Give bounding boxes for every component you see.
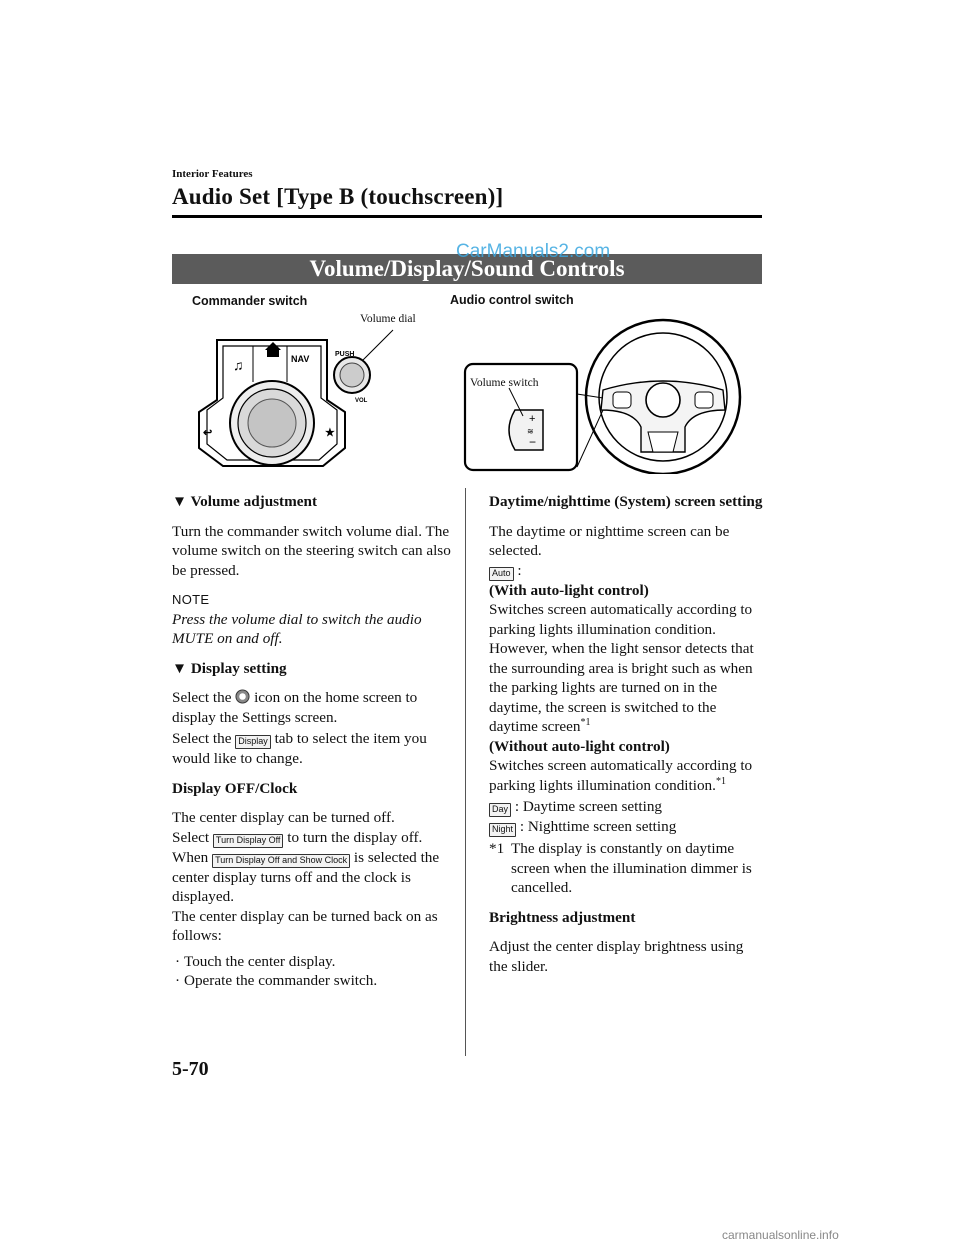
- note-text: Press the volume dial to switch the audio MUTE on and off.: [172, 610, 422, 647]
- with-auto-light-text: Switches screen automatically according to parking lights illumination condition. However, when the light sensor detects that the surrounding area is bright such as when the parking lights are turned on in the daytime, the screen is switched to the daytime screen$^{*1}$: [489, 601, 754, 735]
- screen-setting-text: The daytime or nighttime screen can be selected.: [489, 522, 730, 559]
- settings-instruction: Select the icon on the home screen to display the Settings screen.: [172, 689, 418, 726]
- day-option: Day : Daytime screen setting: [489, 797, 765, 817]
- volume-switch-callout: Volume switch: [470, 377, 539, 389]
- section-label: Interior Features: [172, 168, 253, 180]
- with-auto-light-heading: (With auto-light control): [489, 581, 649, 599]
- night-option: Night : Nighttime screen setting: [489, 817, 765, 837]
- svg-text:★: ★: [325, 427, 335, 439]
- footnote: *1 The display is constantly on daytime screen when the illumination dimmer is cancelled.: [489, 840, 752, 896]
- watermark: CarManuals2.com: [456, 241, 611, 262]
- page-number: 5-70: [172, 1058, 209, 1080]
- night-button: Night: [489, 823, 516, 837]
- volume-adjustment-text: Turn the commander switch volume dial. The volume switch on the steering switch can also be pressed.: [172, 522, 451, 579]
- settings-gear-icon: [235, 689, 250, 704]
- bullet-item: · Operate the commander switch.: [175, 972, 378, 989]
- turn-off-show-clock-button: Turn Display Off and Show Clock: [212, 854, 350, 868]
- svg-text:≋: ≋: [527, 427, 534, 436]
- auto-button: Auto: [489, 567, 514, 581]
- without-auto-light-heading: (Without auto-light control): [489, 737, 670, 755]
- turn-off-instruction: Select Turn Display Off to turn the display off.: [172, 828, 423, 846]
- back-on-text: The center display can be turned back on as follows:: [172, 907, 438, 944]
- push-label: PUSH: [335, 351, 355, 358]
- display-setting-heading: ▼ Display setting: [172, 659, 287, 677]
- display-off-text: The center display can be turned off.: [172, 809, 395, 826]
- steering-wheel-illustration: [463, 312, 743, 474]
- volume-adjustment-heading: ▼ Volume adjustment: [172, 493, 318, 510]
- auto-option: Auto :: [489, 561, 765, 581]
- footer-watermark: carmanualsonline.info: [722, 1228, 839, 1242]
- svg-text:↩: ↩: [203, 427, 213, 439]
- display-off-heading: Display OFF/Clock: [172, 779, 298, 797]
- svg-text:−: −: [529, 435, 537, 449]
- column-divider: [465, 488, 466, 1056]
- page-title: Audio Set [Type B (touchscreen)]: [172, 184, 504, 209]
- brightness-text: Adjust the center display brightness using the slider.: [489, 938, 744, 975]
- brightness-heading: Brightness adjustment: [489, 908, 636, 926]
- display-tab-button: Display: [235, 735, 271, 749]
- vol-label: VOL: [355, 398, 368, 404]
- commander-switch-caption: Commander switch: [192, 294, 308, 308]
- svg-text:+: +: [529, 413, 536, 425]
- turn-display-off-button: Turn Display Off: [213, 834, 284, 848]
- commander-switch-illustration: [195, 320, 395, 470]
- clock-instruction: When Turn Display Off and Show Clock is selected the center display turns off and the clock is displayed.: [172, 848, 440, 905]
- day-button: Day: [489, 803, 511, 817]
- bullet-item: · Touch the center display.: [175, 952, 336, 970]
- section-banner: Volume/Display/Sound Controls: [172, 254, 762, 284]
- svg-text:♫: ♫: [233, 357, 244, 373]
- screen-setting-heading: Daytime/nighttime (System) screen setting: [489, 493, 763, 510]
- title-rule: [172, 215, 762, 218]
- left-column: [172, 492, 456, 991]
- nav-label: NAV: [291, 354, 310, 364]
- without-auto-light-text: Switches screen automatically according to parking lights illumination condition.$^{*1}$: [489, 757, 753, 794]
- note-label: NOTE: [172, 592, 210, 607]
- display-tab-instruction: Select the Display tab to select the item you would like to change.: [172, 730, 427, 767]
- right-column: [489, 492, 765, 986]
- audio-control-caption: Audio control switch: [450, 293, 574, 307]
- volume-dial-callout: Volume dial: [360, 313, 416, 325]
